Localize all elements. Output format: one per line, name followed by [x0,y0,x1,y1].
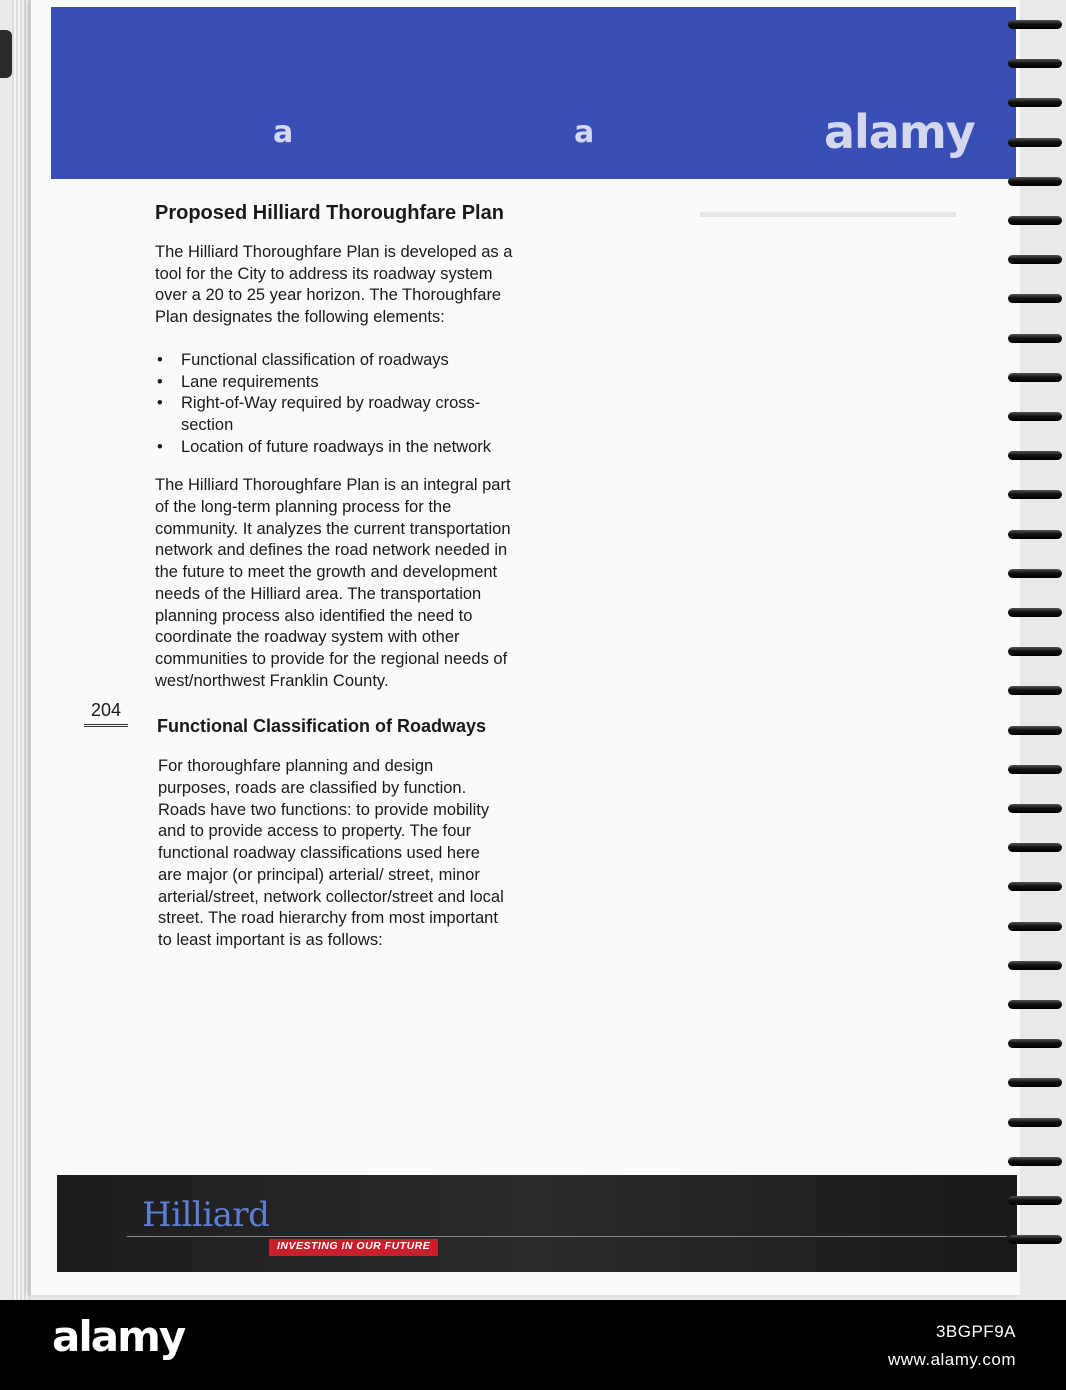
binding-ring [1008,922,1062,931]
binder-clip [0,30,12,78]
list-item-text: Right-of-Way required by roadway cross-section [181,394,481,434]
bullet-icon: • [157,394,163,413]
binding-ring [1008,177,1062,186]
watermark-alamy: alamy [824,105,975,159]
bullet-icon: • [157,372,163,391]
page-number: 204 [84,700,128,727]
watermark-a-middle: a [574,115,595,150]
binding-ring [1008,1196,1062,1205]
list-item-text: Location of future roadways in the network [181,437,492,456]
binding-ring [1008,804,1062,813]
footer-band [57,1175,1017,1272]
binding-ring [1008,20,1062,29]
list-item-text: Lane requirements [181,372,319,391]
binding-ring [1008,334,1062,343]
spiral-binding [1008,20,1066,1280]
show-through-text: ▬▬▬▬▬▬▬▬▬▬▬▬▬▬▬▬ [700,204,956,221]
binding-ring [1008,961,1062,970]
binding-ring [1008,765,1062,774]
binding-ring [1008,569,1062,578]
binding-ring [1008,1118,1062,1127]
intro-paragraph: The Hilliard Thoroughfare Plan is developed as a tool for the City to address its roadway system over a 20 to 25 year horizon. The Thoroughfare Plan designates the following elements: [155,243,513,327]
binding-ring [1008,530,1062,539]
binding-ring [1008,647,1062,656]
binding-ring [1008,451,1062,460]
binding-ring [1008,726,1062,735]
list-item-text: Functional classification of roadways [181,350,449,369]
page-stack-edges [12,0,30,1300]
binding-ring [1008,686,1062,695]
footer-tagline: INVESTING IN OUR FUTURE [269,1239,438,1256]
stock-photo-bar [0,1300,1066,1390]
list-item [155,393,515,436]
footer-divider [127,1236,1007,1237]
watermark-a-left: a [273,115,294,150]
elements-list [155,350,515,459]
page-title: Proposed Hilliard Thoroughfare Plan [155,202,504,224]
binding-ring [1008,255,1062,264]
binding-ring [1008,843,1062,852]
list-item [155,372,515,394]
bullet-icon: • [157,350,163,369]
binding-ring [1008,1000,1062,1009]
section-heading: Functional Classification of Roadways [157,716,487,737]
bullet-icon: • [157,437,163,456]
binding-ring [1008,882,1062,891]
binding-ring [1008,1157,1062,1166]
list-item [155,437,515,459]
binding-ring [1008,138,1062,147]
binding-ring [1008,608,1062,617]
binding-ring [1008,59,1062,68]
header-band [51,7,1016,179]
hilliard-logo: Hilliard [142,1195,270,1235]
image-id: 3BGPF9A [935,1322,1016,1341]
binding-ring [1008,216,1062,225]
alamy-url: www.alamy.com [887,1350,1016,1369]
binding-ring [1008,1039,1062,1048]
binding-ring [1008,98,1062,107]
binding-ring [1008,1078,1062,1087]
binding-ring [1008,1235,1062,1244]
planning-paragraph: The Hilliard Thoroughfare Plan is an integral part of the long-term planning process for the community. It analyzes the current transportation network and defines the road network needed in the future to meet the growth and development needs of the Hilliard area. The transportation planning process also identified the need to coordinate the roadway system with other communities to provide for the regional needs of west/northwest Franklin County. [155,476,511,690]
list-item [155,350,515,372]
binding-ring [1008,490,1062,499]
main-content [155,200,515,952]
binding-ring [1008,294,1062,303]
alamy-logo: alamy [52,1312,185,1361]
classification-paragraph: For thoroughfare planning and design purposes, roads are classified by function. Roads have two functions: to provide mobility and to provide access to property. The four functional roadway classifications used here are major (or principal) arterial/ street, minor arterial/street, network collector/street and local street. The road hierarchy from most important to least important is as follows: [158,757,504,949]
binding-ring [1008,412,1062,421]
binding-ring [1008,373,1062,382]
